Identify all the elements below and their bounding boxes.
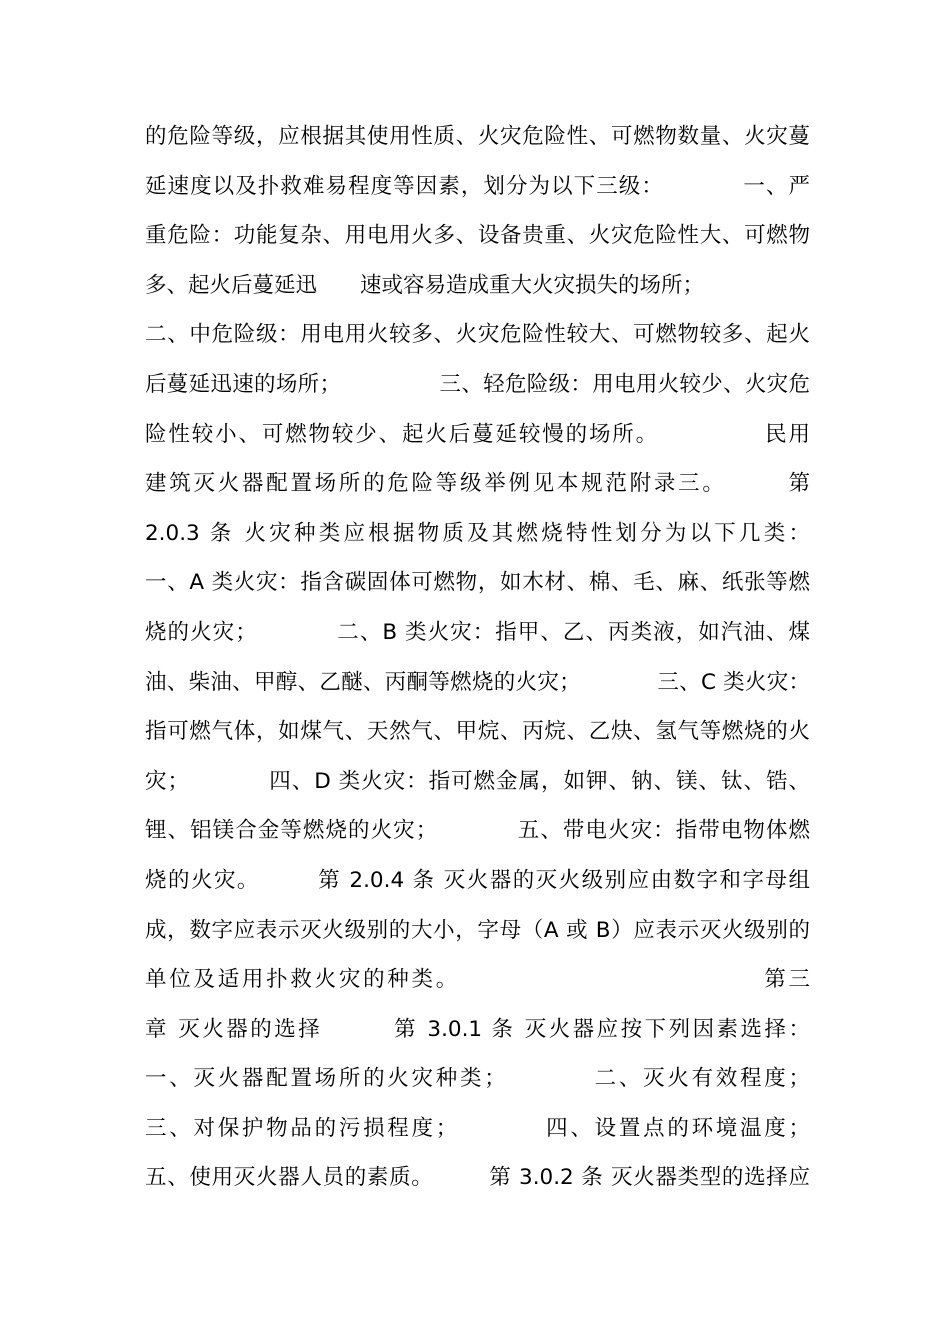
text-line: 三、对保护物品的污损程度； 四、设置点的环境温度； <box>145 1115 810 1141</box>
text-line: 章 灭火器的选择 第 3.0.1 条 灭火器应按下列因素选择： <box>145 1016 810 1042</box>
text-line: 烧的火灾； 二、B 类火灾：指甲、乙、丙类液，如汽油、煤 <box>145 619 810 645</box>
text-line: 成，数字应表示灭火级别的大小，字母（A 或 B）应表示灭火级别的 <box>145 917 810 943</box>
text-line: 延速度以及扑救难易程度等因素，划分为以下三级： 一、严 <box>145 173 810 199</box>
text-line: 2.0.3 条 火灾种类应根据物质及其燃烧特性划分为以下几类： <box>145 520 810 546</box>
text-line: 后蔓延迅速的场所； 三、轻危险级：用电用火较少、火灾危 <box>145 371 810 397</box>
body-text <box>145 112 810 1203</box>
text-line: 二、中危险级：用电用火较多、火灾危险性较大、可燃物较多、起火 <box>145 322 810 348</box>
text-line: 锂、铝镁合金等燃烧的火灾； 五、带电火灾：指带电物体燃 <box>145 818 810 844</box>
text-line: 一、A 类火灾：指含碳固体可燃物，如木材、棉、毛、麻、纸张等燃 <box>145 570 810 596</box>
text-line: 烧的火灾。 第 2.0.4 条 灭火器的灭火级别应由数字和字母组 <box>145 867 810 893</box>
text-line: 指可燃气体，如煤气、天然气、甲烷、丙烷、乙炔、氢气等燃烧的火 <box>145 719 810 745</box>
text-line: 油、柴油、甲醇、乙醚、丙酮等燃烧的火灾； 三、C 类火灾： <box>145 669 810 695</box>
text-line: 多、起火后蔓延迅 速或容易造成重大火灾损失的场所； <box>145 272 705 298</box>
text-line: 单位及适用扑救火灾的种类。 第三 <box>145 967 810 993</box>
text-line: 重危险：功能复杂、用电用火多、设备贵重、火灾危险性大、可燃物 <box>145 223 810 249</box>
text-line: 险性较小、可燃物较少、起火后蔓延较慢的场所。 民用 <box>145 421 810 447</box>
text-line: 灾； 四、D 类火灾：指可燃金属，如钾、钠、镁、钛、锆、 <box>145 768 810 794</box>
text-line: 五、使用灭火器人员的素质。 第 3.0.2 条 灭火器类型的选择应 <box>145 1165 810 1191</box>
text-line: 一、灭火器配置场所的火灾种类； 二、灭火有效程度； <box>145 1066 810 1092</box>
text-line: 的危险等级，应根据其使用性质、火灾危险性、可燃物数量、火灾蔓 <box>145 124 810 149</box>
text-line: 建筑灭火器配置场所的危险等级举例见本规范附录三。 第 <box>145 471 810 497</box>
